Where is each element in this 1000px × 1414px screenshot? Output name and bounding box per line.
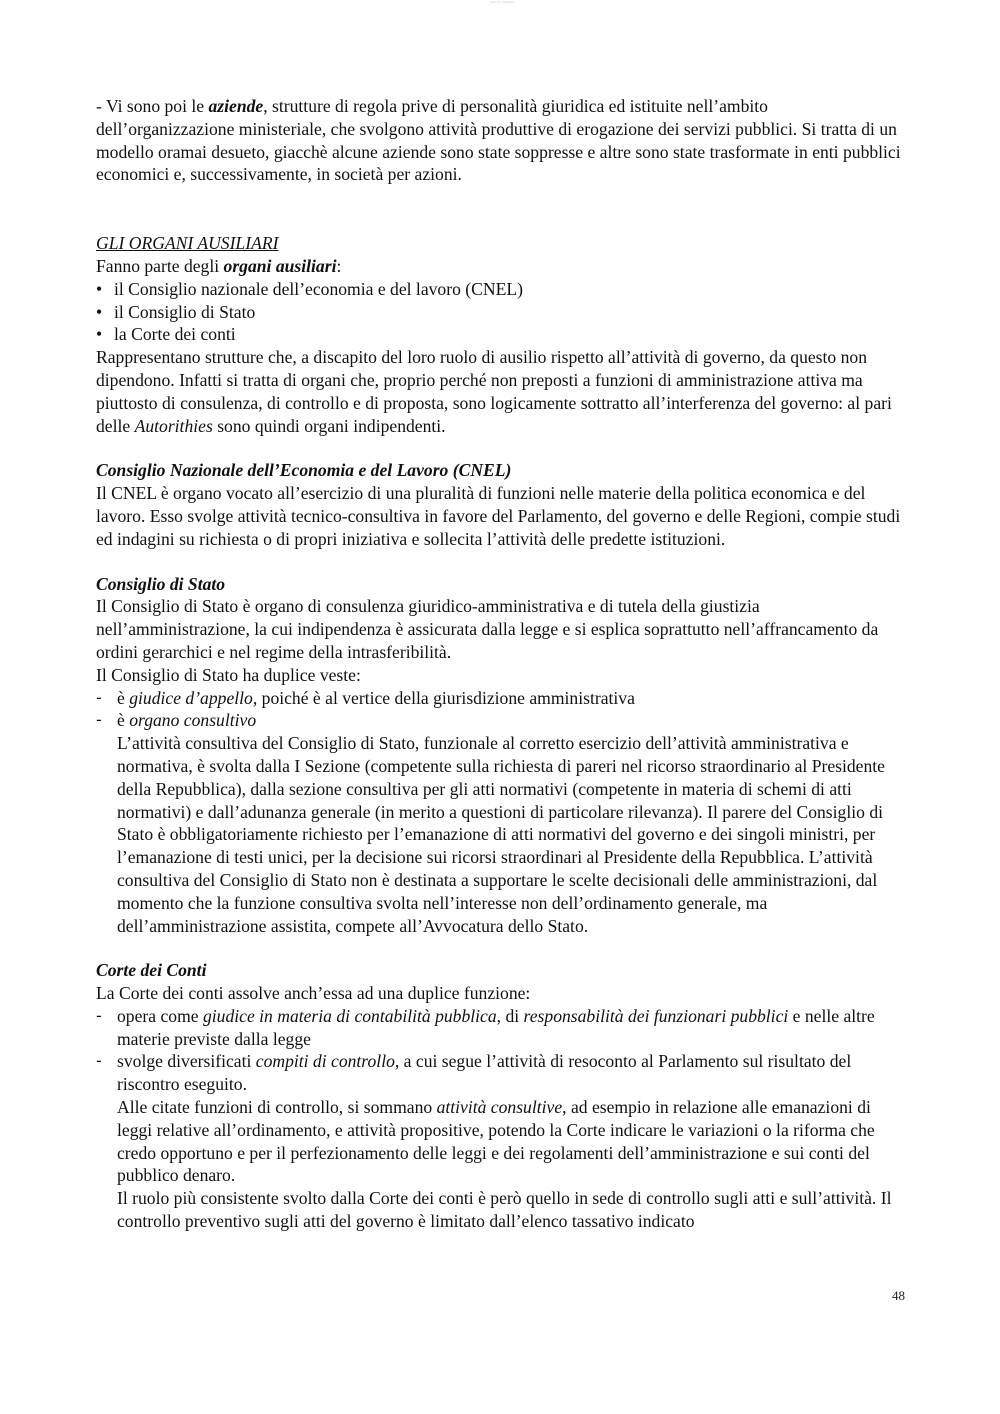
corte-paragraph — [96, 1096, 906, 1187]
consiglio-consultiva: L’attività consultiva del Consiglio di Stato, funzionale al corretto esercizio dell’attività amministrativa e normativa, è svolta dalla I Sezione (competente sulla richiesta di pareri nel ricorso straordinario al Presidente della Repubblica), dalla sezione consultiva per gli atti normativi (competente in materia di schemi di atti normativi) e dall’adunanza generale (in merito a questioni di particolare rilevanza). Il parere del Consiglio di Stato è obbligatoriamente richiesto per l’emanazione di atti normativi del governo e dei singoli ministri, per l’emanazione di testi unici, per la decisione sui ricorsi straordinari al Presidente della Repubblica. L’attività consultiva del Consiglio di Stato non è destinata a supportare le scelte decisionali delle amministrazioni, dal momento che la funzione consultiva svolta nell’interesse non dell’ordinamento generale, ma dell’amministrazione assistita, compete all’Avvocatura dello Stato. — [117, 733, 885, 936]
item-suffix: , poiché è al vertice della giurisdizione amministrativa — [252, 687, 635, 708]
item-emphasis: giudice d’appello — [129, 687, 253, 708]
item-emphasis: organo consultivo — [129, 710, 257, 731]
item-prefix: è — [117, 710, 130, 731]
item-suffix: e nelle altre materie previste dalla legge — [117, 1005, 875, 1049]
dash-icon: - — [96, 1005, 102, 1025]
list-item-text — [117, 709, 256, 732]
list-item — [96, 709, 906, 732]
section-corte-title — [96, 959, 906, 982]
cnel-body: Il CNEL è organo vocato all’esercizio di una pluralità di funzioni nelle materie della politica economica e del lavoro. Esso svolge attività tecnico-consultiva in favore del Parlamento, del governo e delle Regioni, compie studi ed indagini su richiesta o di propri iniziativa e sollecita l’attività delle predette istituzioni. — [96, 483, 901, 549]
list-item-text — [117, 1005, 906, 1051]
consiglio-title-text: Consiglio di Stato — [96, 573, 226, 594]
item-joiner: , di — [496, 1005, 524, 1026]
organi-lead — [96, 255, 906, 278]
consiglio-body: Il Consiglio di Stato è organo di consulenza giuridico-amministrativa e di tutela della giustizia nell’amministrazione, la cui indipendenza è assicurata dalla legge e si esplica soprattutto nell’affrancamento da ordini gerarchici e nel regime della intrasferibilità. — [96, 596, 879, 662]
dash-icon: - — [96, 710, 102, 730]
corte-title-text: Corte dei Conti — [96, 960, 207, 981]
intro-text: , strutture di regola prive di personalità giuridica ed istituite nell’ambito dell’organizzazione ministeriale, che svolgono attività produttive di erogazione dei servizi pubblici. Si tratta di un modello oramai desueto, giacchè alcune aziende sono state soppresse e altre sono state trasformate in enti pubblici economici e, successivamente, in società per azioni. — [96, 96, 901, 185]
item-prefix: è — [117, 687, 130, 708]
corte-p1-end: , ad esempio in relazione alle emanazioni di leggi relative all’ordinamento, e attività propositive, potendo la Corte indicare le variazioni o la riforma che credo opportuno e per il perfezionamento delle leggi e dei regolamenti dell’amministrazione e sui conti del pubblico denaro. — [117, 1097, 875, 1186]
corte-p1-emphasis: attività consultive — [436, 1097, 563, 1118]
organi-body-end: sono quindi organi indipendenti. — [212, 415, 446, 436]
list-item — [96, 301, 906, 324]
organi-body — [96, 346, 906, 437]
document-page — [96, 95, 906, 1233]
consiglio-veste: Il Consiglio di Stato ha duplice veste: — [96, 664, 361, 685]
list-item-text: la Corte dei conti — [114, 324, 236, 345]
item-emphasis: compiti di controllo — [255, 1051, 395, 1072]
header-mark: source unknown — [490, 0, 515, 4]
item-emphasis: giudice in materia di contabilità pubblica — [202, 1005, 497, 1026]
list-item — [96, 687, 906, 710]
section-organi-title: GLI ORGANI AUSILIARI — [96, 233, 279, 254]
bullet-icon: • — [96, 301, 103, 322]
intro-term: aziende — [208, 96, 264, 116]
list-item — [96, 278, 906, 301]
dash-icon: - — [96, 1051, 102, 1071]
intro-paragraph — [96, 95, 906, 186]
corte-p1-text: Alle citate funzioni di controllo, si sommano — [117, 1097, 437, 1118]
list-item-text: il Consiglio di Stato — [114, 301, 256, 322]
organi-term: organi ausiliari — [223, 255, 337, 276]
item-prefix: svolge diversificati — [117, 1051, 256, 1072]
organi-body-text: Rappresentano strutture che, a discapito del loro ruolo di ausilio rispetto all’attività di governo, da questo non dipendono. Infatti si tratta di organi che, proprio perché non preposti a funzioni di amministrazione attiva ma piuttosto di consulenza, di controllo e di proposta, sono logicamente sottratto all’interferenza del governo: al pari delle — [96, 347, 892, 436]
page-number: 48 — [892, 1288, 905, 1303]
organi-body-emphasis: Autorithies — [134, 415, 213, 436]
list-item — [96, 1005, 906, 1051]
section-consiglio-title — [96, 573, 906, 596]
list-item-text: il Consiglio nazionale dell’economia e del lavoro (CNEL) — [114, 278, 523, 299]
item-prefix: opera come — [117, 1005, 203, 1026]
dash-icon: - — [96, 687, 102, 707]
organi-colon: : — [336, 255, 342, 276]
corte-paragraph-2: Il ruolo più consistente svolto dalla Corte dei conti è però quello in sede di controllo sugli atti e sull’attività. Il controllo preventivo sugli atti del governo è limitato dall’elenco tassativo indicato — [117, 1188, 892, 1232]
list-item-text — [117, 687, 635, 710]
organi-lead-text: Fanno parte degli — [96, 255, 224, 276]
bullet-icon: • — [96, 278, 103, 299]
cnel-title-text: Consiglio Nazionale dell’Economia e del Lavoro (CNEL) — [96, 460, 512, 481]
bullet-icon: • — [96, 324, 103, 345]
intro-lead: - Vi sono poi le — [96, 96, 209, 116]
section-cnel-title — [96, 459, 906, 482]
list-item-text — [117, 1050, 906, 1096]
list-item — [96, 323, 906, 346]
item-emphasis: responsabilità dei funzionari pubblici — [523, 1005, 789, 1026]
item-suffix: , a cui segue l’attività di resoconto al Parlamento sul risultato del riscontro eseguito. — [117, 1051, 852, 1095]
corte-lead: La Corte dei conti assolve anch’essa ad una duplice funzione: — [96, 983, 531, 1004]
list-item — [96, 1050, 906, 1096]
